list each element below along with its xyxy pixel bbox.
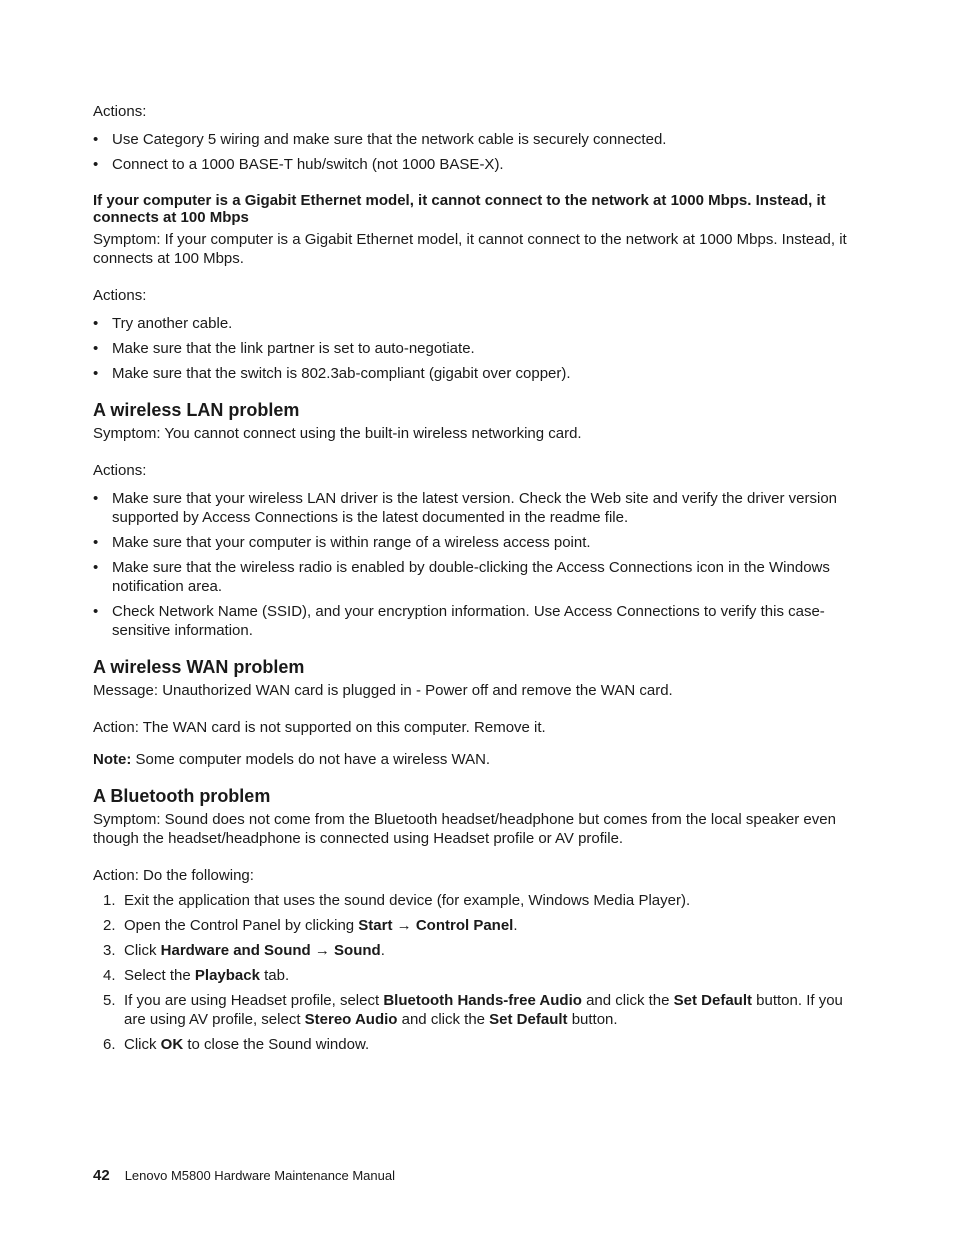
note [93, 750, 853, 769]
ui-term: OK [160, 1036, 184, 1053]
list-item [93, 966, 853, 985]
ui-term: Hardware and Sound [160, 942, 311, 959]
list-item: • Make sure that your computer is within range of a wireless access point. [93, 533, 853, 552]
list-item: • Try another cable. [93, 314, 853, 333]
step-text: Open the Control Panel by clicking [124, 917, 359, 934]
ui-term: Start [358, 917, 393, 934]
list-item: • Make sure that the link partner is set to auto-negotiate. [93, 339, 853, 358]
page-number: 42 [93, 1167, 110, 1184]
list-item: • Connect to a 1000 BASE-T hub/switch (not 1000 BASE-X). [93, 155, 853, 174]
step-text: and click the [397, 1011, 490, 1028]
step-text: tab. [259, 967, 290, 984]
step-text: If you are using Headset profile, select [124, 992, 384, 1009]
bullet-list [93, 130, 853, 174]
symptom-text: Symptom: Sound does not come from the Bluetooth headset/headphone but comes from the local speaker even though the headset/headphone is connected using Headset profile or AV profile. [93, 811, 836, 847]
step-text: . [513, 917, 518, 934]
symptom-text: Symptom: You cannot connect using the built-in wireless networking card. [93, 425, 582, 442]
actions-label: Actions: [93, 462, 147, 479]
list-item [93, 991, 853, 1029]
list-item: • Make sure that your wireless LAN driver is the latest version. Check the Web site and verify the driver version supported by Access Connections is the latest documented in the readme file. [93, 489, 853, 527]
subsection-heading: If your computer is a Gigabit Ethernet model, it cannot connect to the network at 1000 Mbps. Instead, it connects at 100 Mbps [93, 192, 826, 226]
ui-term: Set Default [673, 992, 752, 1009]
ui-term: Bluetooth Hands-free Audio [383, 992, 582, 1009]
list-item: • Make sure that the wireless radio is enabled by double-clicking the Access Connections icon in the Windows notification area. [93, 558, 853, 596]
ui-term: Stereo Audio [304, 1011, 398, 1028]
step-number: 2. [103, 917, 116, 934]
step-number: 4. [103, 967, 116, 984]
actions-label: Actions: [93, 103, 147, 120]
ui-term: Sound [334, 942, 381, 959]
list-item: • Make sure that the switch is 802.3ab-compliant (gigabit over copper). [93, 364, 853, 383]
list-item [93, 1035, 853, 1054]
step-text: button. [567, 1011, 618, 1028]
footer-title: Lenovo M5800 Hardware Maintenance Manual [124, 1168, 395, 1183]
message-text: Message: Unauthorized WAN card is plugged in - Power off and remove the WAN card. [93, 682, 673, 699]
note-text: Some computer models do not have a wireless WAN. [131, 751, 491, 768]
step-text: Click [124, 1036, 161, 1053]
step-text: and click the [581, 992, 674, 1009]
step-number: 1. [103, 892, 116, 909]
step-text: to close the Sound window. [183, 1036, 370, 1053]
step-text: Click [124, 942, 161, 959]
ui-term: Control Panel [415, 917, 514, 934]
step-number: 3. [103, 942, 116, 959]
section-heading: A wireless WAN problem [93, 657, 305, 677]
list-item [93, 891, 853, 910]
step-text: button. If you are using AV profile, select [124, 992, 843, 1028]
steps-list [93, 891, 853, 1054]
list-item [93, 916, 853, 935]
list-item [93, 941, 853, 960]
arrow-right-icon: → [314, 942, 330, 959]
step-text: Select the [124, 967, 195, 984]
list-item: • Check Network Name (SSID), and your encryption information. Use Access Connections to verify this case-sensitive information. [93, 602, 853, 640]
arrow-right-icon: → [396, 917, 412, 934]
page-footer [93, 1166, 395, 1185]
ui-term: Playback [194, 967, 260, 984]
note-label: Note: [93, 751, 132, 768]
step-text: . [380, 942, 385, 959]
document-page [93, 102, 853, 1060]
bullet-list [93, 489, 853, 640]
ui-term: Set Default [489, 1011, 568, 1028]
step-text: Exit the application that uses the sound device (for example, Windows Media Player). [124, 892, 691, 909]
action-label: Action: Do the following: [93, 867, 254, 884]
actions-label: Actions: [93, 287, 147, 304]
bullet-list [93, 314, 853, 383]
action-text: Action: The WAN card is not supported on this computer. Remove it. [93, 719, 546, 736]
section-heading: A Bluetooth problem [93, 786, 271, 806]
step-number: 6. [103, 1036, 116, 1053]
section-heading: A wireless LAN problem [93, 400, 300, 420]
list-item: • Use Category 5 wiring and make sure that the network cable is securely connected. [93, 130, 853, 149]
step-number: 5. [103, 992, 116, 1009]
symptom-text: Symptom: If your computer is a Gigabit Ethernet model, it cannot connect to the network at 1000 Mbps. Instead, it connects at 100 Mbps. [93, 231, 847, 267]
